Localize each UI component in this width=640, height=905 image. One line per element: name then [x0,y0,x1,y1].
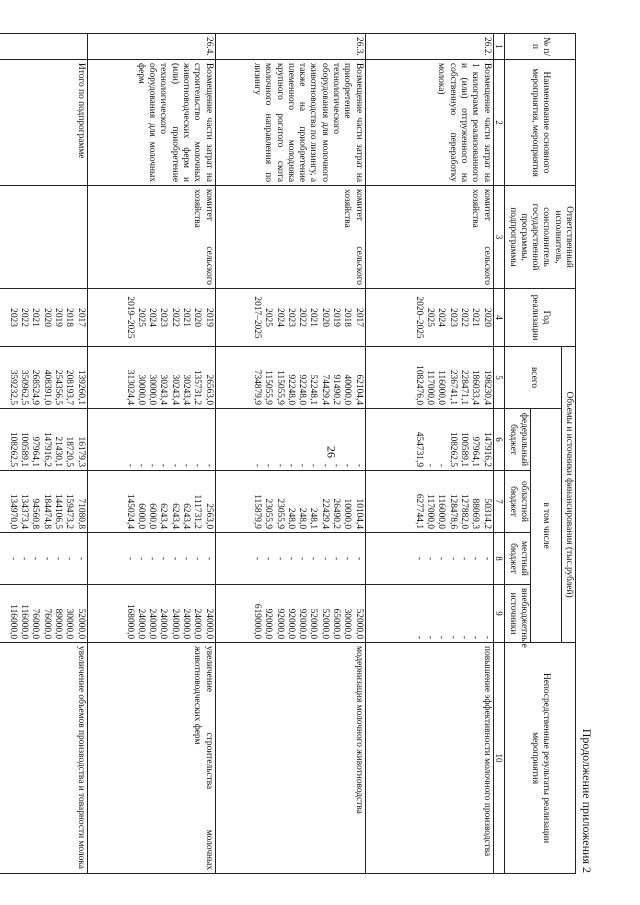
cell-value: 2021 [308,307,319,327]
cell-value: 139260,1 [75,369,86,405]
header-num: № п/п [505,33,576,59]
cell-value: - [353,556,364,560]
cell-value: - [251,556,262,560]
cell-value: - [308,463,319,467]
cell-value: 2022 [297,307,308,327]
cell-value: 52000,0 [308,608,319,639]
extrabudget-values [0,584,87,642]
total-values [215,346,365,408]
cell-value: - [75,556,86,560]
result: повышение эффективности молочного производства [365,642,493,873]
local-values [215,532,365,584]
local-values [0,532,87,584]
extrabudget-values [365,584,493,642]
cell-value: - [30,556,41,560]
cell-value: - [274,463,285,467]
cell-value: 2017 [75,307,86,327]
result: модернизация молочного животноводства [215,642,365,873]
cell-value: 359232,5 [7,369,18,405]
executor: комитет сельского хозяйства [87,185,215,288]
cell-value: 6243,4 [180,502,191,529]
cell-value: - [436,556,447,560]
cell-value: - [180,463,191,467]
cell-value: 24000,0 [169,608,180,639]
cell-value: 248,0 [285,507,296,529]
result: увеличение объемов производства и товарности молока [0,642,87,873]
measure-name: Возмещение части затрат на 1 килограмм реализованного и (или) отгруженного на собственную переработку молока) [365,59,493,185]
cell-value: 21430,1 [52,436,63,467]
col-number: 5 [493,346,505,408]
cell-value: 24000,0 [180,608,191,639]
total-values [365,346,493,408]
cell-value: 92000,0 [263,608,274,639]
cell-value: 2022 [19,307,30,327]
result: увеличение строительства молочных животноводческих ферм [87,642,215,873]
cell-value: 115055,9 [274,369,285,405]
cell-value: 76000,0 [30,608,41,639]
cell-value: - [425,463,436,467]
cell-value: 619000,0 [251,603,262,639]
cell-value: 92000,0 [297,608,308,639]
page-number: 26 [324,446,339,458]
regional-values [0,470,87,532]
cell-value: - [192,463,203,467]
cell-value: 92248,0 [285,374,296,405]
cell-value: - [319,463,330,467]
cell-value: - [425,556,436,560]
cell-value: 30000,0 [64,608,75,639]
years [87,288,215,346]
cell-value: 97964,1 [30,436,41,467]
cell-value: - [124,463,135,467]
cell-value: 228471,1 [458,369,469,405]
cell-value: 52000,0 [319,608,330,639]
col-number: 9 [493,584,505,642]
cell-value: 52000,0 [75,608,86,639]
cell-value: 2022 [458,307,469,327]
cell-value: 159473,2 [64,493,75,529]
cell-value: 26490,2 [330,498,341,529]
funding-table [0,33,576,874]
cell-value: 116000,0 [7,603,18,639]
cell-value: 88069,3 [470,498,481,529]
appendix-note: Продолжение приложения 2 [580,728,594,873]
cell-value: 2019 [203,307,214,327]
cell-value: - [458,556,469,560]
years [215,288,365,346]
cell-value: 50314,2 [481,498,492,529]
cell-value: 2021 [470,307,481,327]
measure-name: Возмещение части затрат на строительство молочных животноводческих ферм и (или) приобретение технологического оборудования для молочных ферм [87,59,215,185]
cell-value: 134970,0 [7,493,18,529]
cell-value: - [436,635,447,639]
cell-value: 6000,0 [135,502,146,529]
cell-value: 2020 [192,307,203,327]
cell-value: 2563,0 [203,502,214,529]
cell-value: 24000,0 [158,608,169,639]
cell-value: 30000,0 [147,374,158,405]
cell-value: 6243,4 [169,502,180,529]
regional-values [365,470,493,532]
cell-value: - [203,463,214,467]
cell-value: 52000,0 [353,608,364,639]
cell-value: 2021 [30,307,41,327]
cell-value: 92000,0 [285,608,296,639]
measure-name: Итого по подпрограмме [0,59,87,185]
cell-value: 116000,0 [19,603,30,639]
header-result: Непосредственные результаты реализации мероприятия [505,642,576,873]
cell-value: 91490,2 [330,374,341,405]
cell-value: 100589,1 [19,431,30,467]
table-row [365,33,493,873]
cell-value: 2025 [425,307,436,327]
cell-value: - [330,556,341,560]
cell-value: 26563,0 [203,374,214,405]
cell-value: - [192,556,203,560]
cell-value: 30000,0 [342,608,353,639]
cell-value: - [413,635,424,639]
cell-value: 76000,0 [41,608,52,639]
cell-value: 116000,0 [436,369,447,405]
cell-value: 24000,0 [192,608,203,639]
cell-value: - [147,463,158,467]
header-year: Год реализации [505,288,576,346]
cell-value: - [169,463,180,467]
header-local: местный бюджет [505,532,531,584]
header-federal: федеральный бюджет [505,408,531,470]
cell-value: 97964,1 [470,436,481,467]
cell-value: 248,1 [308,507,319,529]
cell-value: - [41,556,52,560]
cell-value: - [64,556,75,560]
measure-name: Возмещение части затрат на приобретение технологического оборудования для молочного животноводства по лизингу, а также на приобретение племенного молодняка крупного рогатого скота молочного направления по лизингу [215,59,365,185]
federal-values [0,408,87,470]
cell-value: - [297,556,308,560]
cell-value: 2018 [64,307,75,327]
cell-value: - [447,635,458,639]
cell-value: - [251,463,262,467]
header-name: Наименование основного мероприятия, мероприятия [505,59,576,185]
cell-value: 144106,5 [52,493,63,529]
cell-value: 2017 [353,307,364,327]
cell-value: 454731,9 [413,431,424,467]
row-number: 26.4. [87,33,215,59]
cell-value: - [285,556,296,560]
cell-value: - [470,556,481,560]
cell-value: - [263,463,274,467]
cell-value: 6000,0 [147,502,158,529]
regional-values [215,470,365,532]
cell-value: 23055,9 [274,498,285,529]
executor [0,185,87,288]
cell-value: 30243,4 [169,374,180,405]
cell-value: - [470,635,481,639]
cell-value: 2021 [180,307,191,327]
cell-value: - [447,556,458,560]
cell-value: 248,0 [297,507,308,529]
cell-value: 30243,4 [158,374,169,405]
cell-value: 2023 [447,307,458,327]
cell-value: 2020 [481,307,492,327]
cell-value: 117000,0 [425,369,436,405]
cell-value: 168000,0 [124,603,135,639]
cell-value: 2023 [285,307,296,327]
cell-value: 2023 [158,307,169,327]
cell-value: 71080,8 [75,498,86,529]
cell-value: - [436,463,447,467]
cell-value: - [19,556,30,560]
regional-values [87,470,215,532]
col-number: 6 [493,408,505,470]
cell-value: 89000,0 [52,608,63,639]
cell-value: 2022 [169,307,180,327]
cell-value: 135731,2 [192,369,203,405]
cell-value: - [342,556,353,560]
cell-value: 134373,4 [19,493,30,529]
cell-value: - [7,556,18,560]
cell-value: 24000,0 [203,608,214,639]
total-values [87,346,215,408]
cell-value: 2024 [274,307,285,327]
header-regional: областной бюджет [505,470,531,532]
cell-value: - [285,463,296,467]
cell-value: 2020–2025 [413,295,424,339]
cell-value: 115879,9 [251,493,262,529]
cell-value: 65000,0 [330,608,341,639]
col-number: 1 [493,33,505,59]
row-number: 26.3. [215,33,365,59]
col-number: 10 [493,642,505,873]
cell-value: 2018 [342,307,353,327]
local-values [87,532,215,584]
total-values [0,346,87,408]
extrabudget-values [215,584,365,642]
years [365,288,493,346]
cell-value: 92000,0 [274,608,285,639]
cell-value: 184474,8 [41,493,52,529]
cell-value: 147916,2 [41,431,52,467]
cell-value: 2025 [135,307,146,327]
cell-value: 236741,1 [447,369,458,405]
cell-value: - [169,556,180,560]
cell-value: - [180,556,191,560]
cell-value: - [413,556,424,560]
federal-values [87,408,215,470]
table-row [87,33,215,873]
cell-value: 208193,7 [64,369,75,405]
cell-value: 145024,4 [124,493,135,529]
cell-value: - [52,556,63,560]
cell-value: 18720,5 [64,436,75,467]
cell-value: - [124,556,135,560]
cell-value: 24000,0 [147,608,158,639]
cell-value: 92248,0 [297,374,308,405]
cell-value: - [330,463,341,467]
cell-value: 22429,4 [319,498,330,529]
cell-value: - [147,556,158,560]
local-values [365,532,493,584]
header-funding: Объемы и источники финансирования (тыс.рублей) [561,346,575,642]
table-row [0,33,87,873]
cell-value: - [481,556,492,560]
cell-value: 2019 [52,307,63,327]
cell-value: 111731,2 [192,494,203,529]
cell-value: 313024,4 [124,369,135,405]
cell-value: 23055,9 [263,498,274,529]
table-row [215,33,365,873]
cell-value: - [158,463,169,467]
cell-value: 108262,5 [7,431,18,467]
cell-value: 62104,4 [353,374,364,405]
cell-value: 147916,2 [481,431,492,467]
cell-value: - [353,463,364,467]
cell-value: 2023 [7,307,18,327]
cell-value: 254356,5 [52,369,63,405]
header-including: в том числе [530,408,561,642]
cell-value: 16179,3 [75,436,86,467]
cell-value: 2020 [319,307,330,327]
cell-value: 2024 [147,307,158,327]
cell-value: - [297,463,308,467]
cell-value: 128478,6 [447,493,458,529]
cell-value: 198230,4 [481,369,492,405]
col-number: 2 [493,59,505,185]
cell-value: 2019 [330,307,341,327]
cell-value: 127882,0 [458,493,469,529]
rotated-page [7,33,594,873]
cell-value: 6243,4 [158,502,169,529]
cell-value: - [135,463,146,467]
cell-value: 268524,9 [30,369,41,405]
cell-value: 30000,0 [135,374,146,405]
federal-values [215,408,365,470]
cell-value: 1082476,0 [413,364,424,405]
cell-value: 116000,0 [436,493,447,529]
cell-value: - [458,635,469,639]
cell-value: 350962,5 [19,369,30,405]
executor: комитет сельского хозяйства [215,185,365,288]
cell-value: 2020 [41,307,52,327]
cell-value: 108262,5 [447,431,458,467]
years [0,288,87,346]
cell-value: - [425,635,436,639]
header-executor: Ответственный исполнитель, соисполнитель государственной программы, подпрограммы [505,185,576,288]
cell-value: 10104,4 [353,498,364,529]
cell-value: 52248,1 [308,374,319,405]
col-number: 8 [493,532,505,584]
cell-value: 117000,0 [425,493,436,529]
col-number: 3 [493,185,505,288]
cell-value: - [308,556,319,560]
cell-value: - [135,556,146,560]
header-extrabudget: внебюджетные источники [505,584,531,642]
cell-value: 94560,8 [30,498,41,529]
cell-value: - [203,556,214,560]
cell-value: - [274,556,285,560]
cell-value: 734879,9 [251,369,262,405]
executor: комитет сельского хозяйства [365,185,493,288]
extrabudget-values [87,584,215,642]
cell-value: 408391,0 [41,369,52,405]
row-number: 26.2. [365,33,493,59]
cell-value: 2025 [263,307,274,327]
cell-value: 10000,0 [342,498,353,529]
cell-value: 74429,4 [319,374,330,405]
col-number: 7 [493,470,505,532]
cell-value: - [342,463,353,467]
row-number [0,33,87,59]
cell-value: - [263,556,274,560]
cell-value: - [319,556,330,560]
cell-value: 186033,4 [470,369,481,405]
cell-value: 2019–2025 [124,295,135,339]
cell-value: 30243,4 [180,374,191,405]
cell-value: - [158,556,169,560]
cell-value: 100589,1 [458,431,469,467]
cell-value: 627744,1 [413,493,424,529]
federal-values [365,408,493,470]
col-number: 4 [493,288,505,346]
cell-value: 24000,0 [135,608,146,639]
cell-value: - [481,635,492,639]
header-total: всего [505,346,561,408]
cell-value: 40000,0 [342,374,353,405]
cell-value: 2017–2025 [251,295,262,339]
cell-value: 2024 [436,307,447,327]
cell-value: 115055,9 [263,369,274,405]
